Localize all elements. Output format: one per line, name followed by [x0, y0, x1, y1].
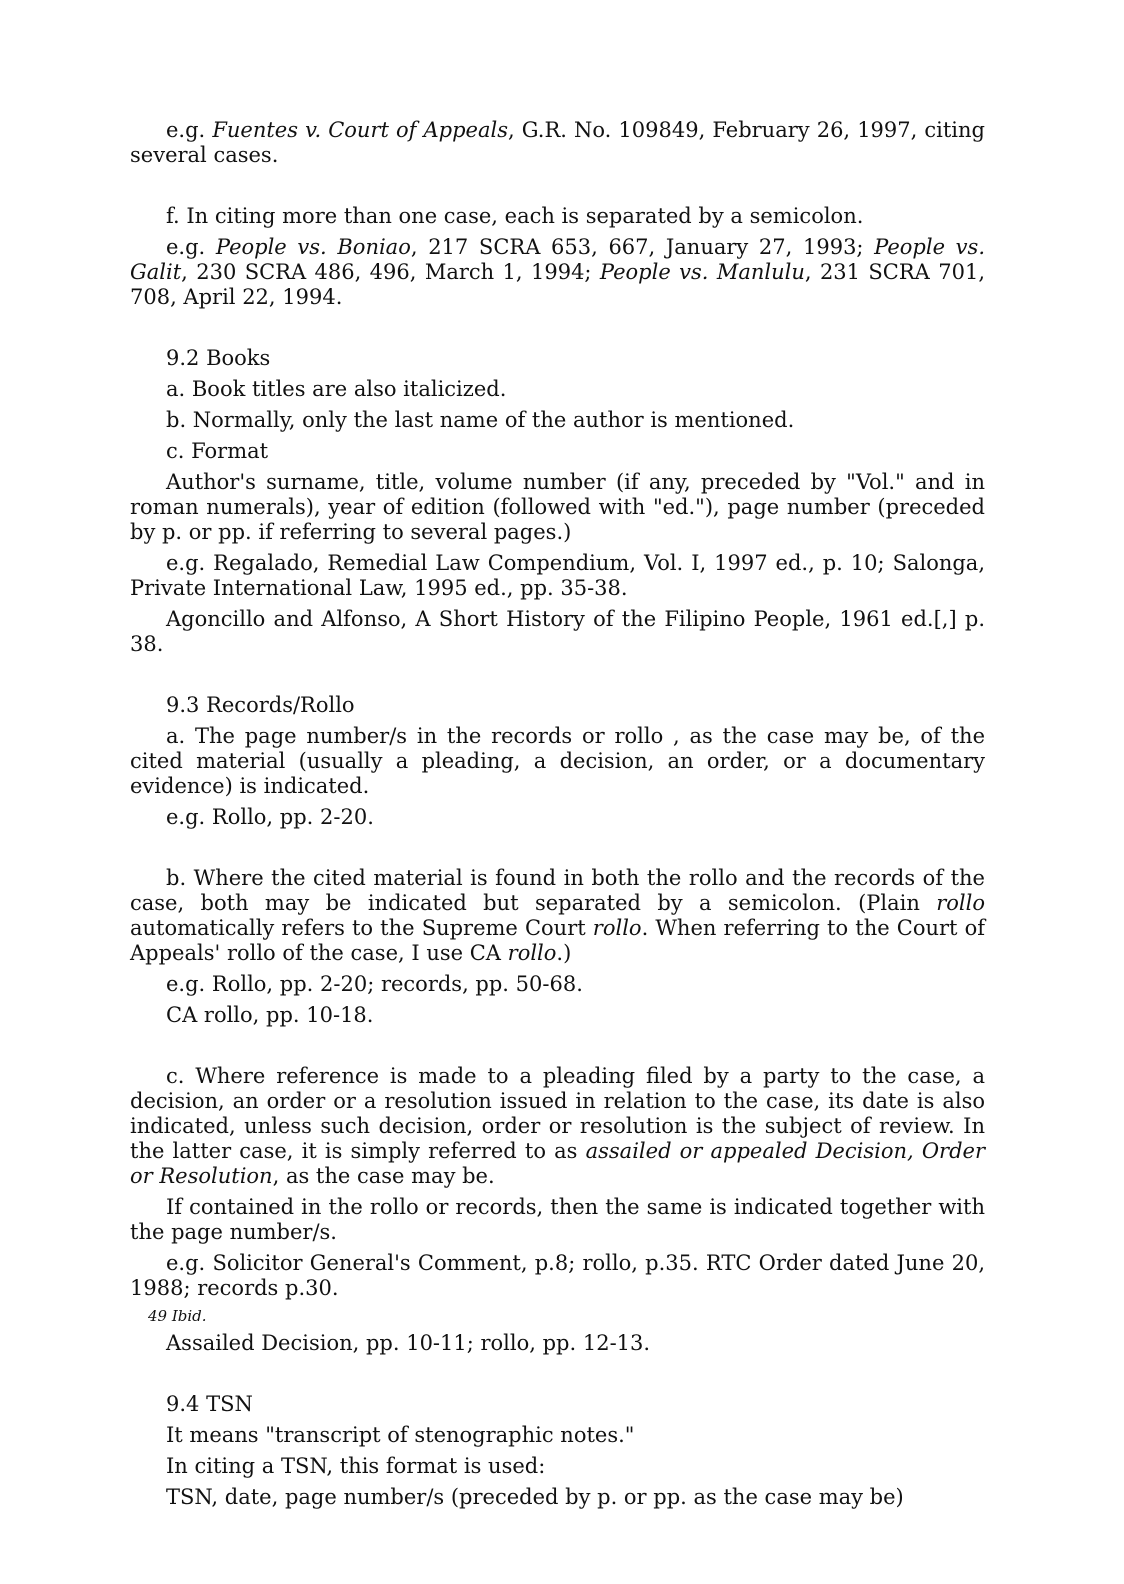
text-run: In citing a TSN, this format is used: — [166, 1454, 546, 1478]
paragraph-p13 — [130, 805, 985, 830]
paragraph-p19 — [130, 1251, 985, 1301]
text-run: , 230 SCRA 486, 496, March 1, 1994; — [181, 260, 600, 284]
text-run: f. In citing more than one case, each is separated by a semicolon. — [166, 204, 864, 228]
footnote — [148, 1307, 985, 1325]
paragraph-p1 — [130, 118, 985, 168]
paragraph-p6 — [130, 408, 985, 433]
text-run: e.g. — [166, 118, 213, 142]
text-run: TSN, date, page number/s (preceded by p. or pp. as the case may be) — [166, 1485, 904, 1509]
paragraph-p14 — [130, 866, 985, 966]
paragraph-p7 — [130, 439, 985, 464]
paragraph-p17 — [130, 1064, 985, 1189]
paragraph-p15 — [130, 972, 985, 997]
paragraph-p10 — [130, 607, 985, 657]
paragraph-p9 — [130, 551, 985, 601]
paragraph-p24 — [130, 1485, 985, 1510]
text-run: 9.3 Records/Rollo — [166, 693, 355, 717]
text-run: b. Normally, only the last name of the author is mentioned. — [166, 408, 795, 432]
paragraph-p23 — [130, 1454, 985, 1479]
italic-text: Fuentes v. Court of Appeals — [212, 118, 508, 142]
paragraph-p16 — [130, 1003, 985, 1028]
italic-text: 49 Ibid. — [148, 1307, 207, 1325]
italic-text: rollo — [592, 916, 642, 940]
italic-text: People vs. Manlulu — [599, 260, 805, 284]
text-run: a. The page number/s in the records or rollo , as the case may be, of the cited material (usually a pleading, a decision, an order, or a documentary evidence) is indicated. — [130, 724, 985, 798]
text-run: , as the case may be. — [272, 1164, 495, 1188]
text-run: e.g. Regalado, Remedial Law Compendium, Vol. I, 1997 ed., p. 10; Salonga, Private International Law, 1995 ed., pp. 35-38. — [130, 551, 985, 600]
text-run: , 231 SCRA 701, 708, April 22, 1994. — [130, 260, 985, 309]
italic-text: People vs. Boniao — [215, 235, 411, 259]
paragraph-p2 — [130, 204, 985, 229]
italic-text: rollo — [507, 941, 557, 965]
italic-text: People vs. Galit — [130, 235, 985, 284]
text-run: 9.2 Books — [166, 346, 271, 370]
italic-text: rollo — [936, 891, 985, 915]
text-run: Author's surname, title, volume number (if any, preceded by "Vol." and in roman numerals), year of edition (followed with "ed."), page number (preceded by p. or pp. if referring to several pages.) — [130, 470, 985, 544]
paragraph-p11 — [130, 693, 985, 718]
text-run: c. Where reference is made to a pleading filed by a party to the case, a decision, an order or a resolution issued in relation to the case, its date is also indicated, unless such decision, order or resolution is the subject of review. In the latter case, it is simply referred to as — [130, 1064, 985, 1163]
paragraph-p8 — [130, 470, 985, 545]
paragraph-p4 — [130, 346, 985, 371]
text-run: e.g. Solicitor General's Comment, p.8; rollo, p.35. RTC Order dated June 20, 1988; records p.30. — [130, 1251, 985, 1300]
text-run: . When referring to the Court of Appeals' rollo of the case, I use CA — [130, 916, 985, 965]
paragraph-p3 — [130, 235, 985, 310]
document-page — [130, 118, 985, 1516]
italic-text: assailed or appealed Decision, Order or Resolution — [130, 1139, 985, 1188]
text-run: a. Book titles are also italicized. — [166, 377, 507, 401]
text-run: , 217 SCRA 653, 667, January 27, 1993; — [410, 235, 875, 259]
paragraph-p18 — [130, 1195, 985, 1245]
text-run: Agoncillo and Alfonso, A Short History of the Filipino People, 1961 ed.[,] p. 38. — [130, 607, 985, 656]
text-run: , G.R. No. 109849, February 26, 1997, citing several cases. — [130, 118, 985, 167]
text-run: It means "transcript of stenographic notes." — [166, 1423, 635, 1447]
text-run: automatically refers to the Supreme Court — [130, 916, 593, 940]
text-run: e.g. — [166, 235, 216, 259]
text-run: CA rollo, pp. 10-18. — [166, 1003, 374, 1027]
paragraph-p21 — [130, 1392, 985, 1417]
text-run: If contained in the rollo or records, then the same is indicated together with the page number/s. — [130, 1195, 985, 1244]
text-run: e.g. Rollo, pp. 2-20; records, pp. 50-68. — [166, 972, 583, 996]
text-run: 9.4 TSN — [166, 1392, 253, 1416]
paragraph-p22 — [130, 1423, 985, 1448]
paragraph-p20 — [130, 1331, 985, 1356]
text-run: Assailed Decision, pp. 10-11; rollo, pp. 12-13. — [166, 1331, 651, 1355]
text-run: .) — [556, 941, 572, 965]
text-run: e.g. Rollo, pp. 2-20. — [166, 805, 374, 829]
paragraph-p5 — [130, 377, 985, 402]
paragraph-p12 — [130, 724, 985, 799]
text-run: b. Where the cited material is found in both the rollo and the records of the case, both may be indicated but separated by a semicolon. (Plain — [130, 866, 985, 915]
text-run: c. Format — [166, 439, 269, 463]
